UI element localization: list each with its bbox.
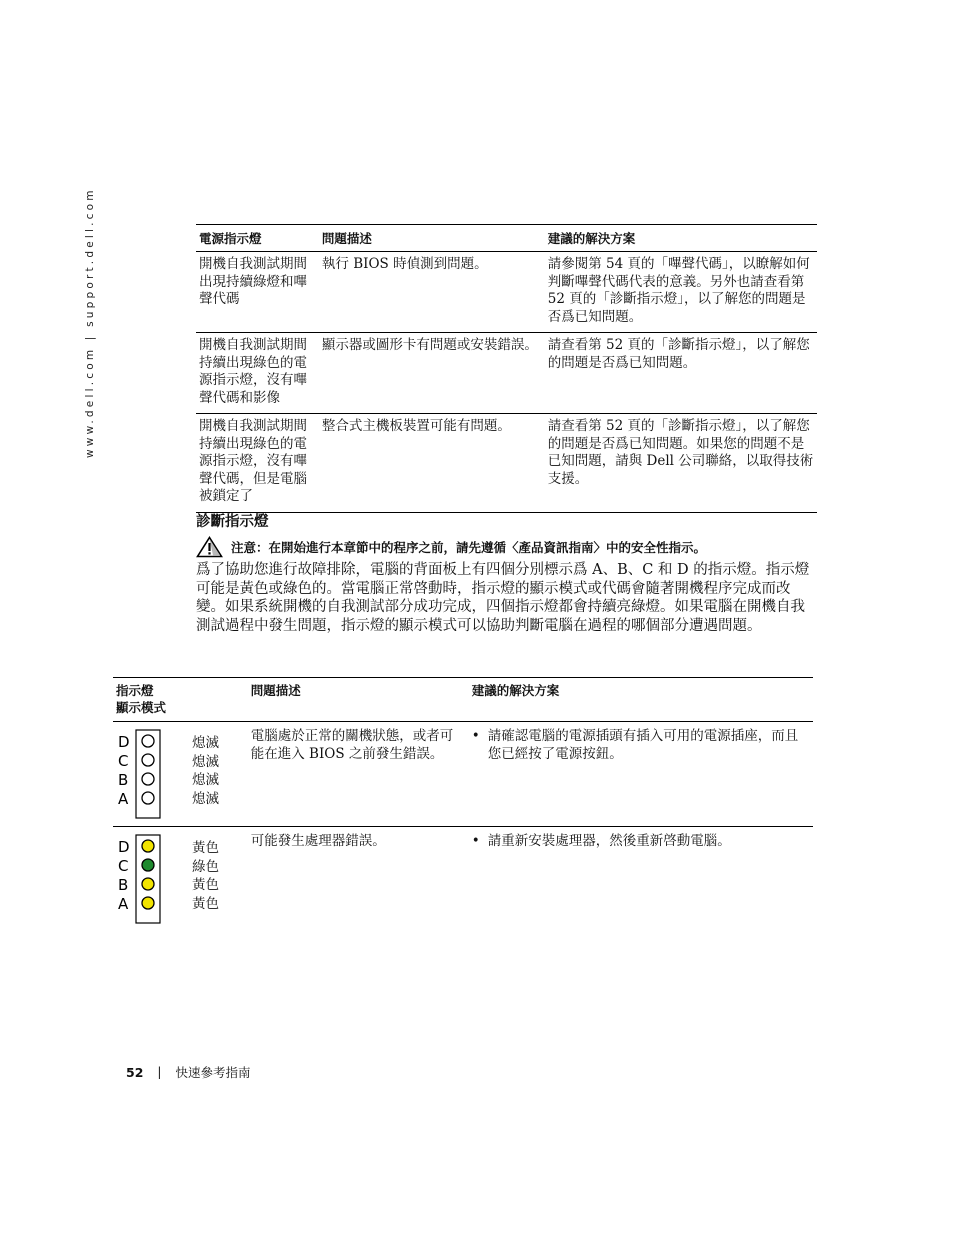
header-solution: 建議的解決方案	[545, 225, 817, 252]
power-light-state: 開機自我測試期間出現持續綠燈和嗶聲代碼	[196, 252, 319, 333]
intro-paragraph: 爲了協助您進行故障排除，電腦的背面板上有四個分別標示爲 A、B、C 和 D 的指示燈。指示燈可能是黃色或綠色的。當電腦正常啓動時，指示燈的顯示模式或代碼會隨著開機程序完成而改變。如果系統開機的自我測試部分成功完成，四個指示燈都會持續亮綠燈。如果電腦在開機自我測試過程中發生問題，指示燈的顯示模式可以協助判斷電腦在過程的哪個部分遭遇問題。	[196, 562, 810, 634]
light-pattern	[116, 833, 245, 925]
light-label-d: D	[118, 838, 130, 856]
table-row	[113, 827, 813, 932]
light-b-indicator	[142, 878, 154, 890]
light-states	[192, 839, 219, 913]
solution-bullet	[472, 833, 810, 851]
light-state-b: 熄滅	[192, 772, 219, 788]
light-pattern	[116, 728, 245, 820]
light-state-d: 黃色	[192, 840, 219, 856]
light-state-c: 熄滅	[192, 753, 219, 770]
caution-notice	[196, 536, 816, 558]
header-problem: 問題描述	[248, 678, 469, 722]
header-solution: 建議的解決方案	[469, 678, 813, 722]
light-a-indicator	[142, 792, 154, 804]
light-state-a: 黃色	[192, 895, 219, 912]
table-row	[196, 333, 817, 414]
suggested-solution: 請查看第 52 頁的「診斷指示燈」，以了解您的問題是否爲已知問題。如果您的問題不是已知問題，請與 Dell 公司聯絡，以取得技術支援。	[545, 414, 817, 513]
power-light-state: 開機自我測試期間持續出現綠色的電源指示燈，沒有嗶聲代碼和影像	[196, 333, 319, 414]
footer-separator: |	[157, 1065, 162, 1079]
light-c-indicator	[142, 754, 154, 766]
light-states	[192, 734, 219, 808]
light-label-a: A	[118, 895, 129, 913]
suggested-solution: 請確認電腦的電源插頭有插入可用的電源插座，而且您已經按了電源按鈕。	[487, 728, 799, 762]
table-row	[113, 722, 813, 827]
section-title: 診斷指示燈	[196, 514, 269, 530]
light-label-c: C	[118, 752, 129, 770]
table-row	[196, 252, 817, 333]
light-state-c: 綠色	[192, 858, 219, 875]
light-d-indicator	[142, 735, 154, 747]
book-title: 快速參考指南	[175, 1065, 251, 1080]
power-light-state: 開機自我測試期間持續出現綠色的電源指示燈，沒有嗶聲代碼，但是電腦被鎖定了	[196, 414, 319, 513]
side-url: www.dell.com | support.dell.com	[84, 187, 96, 458]
suggested-solution: 請重新安裝處理器，然後重新啓動電腦。	[487, 833, 731, 849]
light-label-c: C	[118, 857, 129, 875]
diagnostic-lights-diagram	[116, 728, 164, 820]
page-number: 52	[126, 1064, 144, 1080]
light-state-d: 熄滅	[192, 735, 219, 751]
problem-description: 顯示器或圖形卡有問題或安裝錯誤。	[319, 333, 545, 414]
problem-description: 執行 BIOS 時偵測到問題。	[319, 252, 545, 333]
bullet-icon: •	[471, 833, 480, 849]
light-label-b: B	[118, 876, 129, 894]
header-problem: 問題描述	[319, 225, 545, 252]
suggested-solution: 請參閱第 54 頁的「嗶聲代碼」，以瞭解如何判斷嗶聲代碼代表的意義。另外也請查看第 52 頁的「診斷指示燈」，以了解您的問題是否爲已知問題。	[545, 252, 817, 333]
header-light-pattern: 指示燈 顯示模式	[113, 678, 248, 722]
light-b-indicator	[142, 773, 154, 785]
bullet-icon: •	[471, 728, 480, 744]
light-state-b: 黃色	[192, 877, 219, 893]
problem-description: 整合式主機板裝置可能有問題。	[319, 414, 545, 513]
table-row	[196, 414, 817, 513]
light-label-d: D	[118, 733, 130, 751]
diagnostic-lights-diagram	[116, 833, 164, 925]
light-c-indicator	[142, 859, 154, 871]
light-a-indicator	[142, 897, 154, 909]
diagnostic-light-table	[113, 677, 813, 931]
problem-description: 電腦處於正常的關機狀態，或者可能在進入 BIOS 之前發生錯誤。	[248, 722, 469, 827]
light-state-a: 熄滅	[192, 790, 219, 807]
caution-icon	[196, 536, 223, 558]
light-d-indicator	[142, 840, 154, 852]
page-footer	[126, 1063, 250, 1081]
suggested-solution: 請查看第 52 頁的「診斷指示燈」，以了解您的問題是否爲已知問題。	[545, 333, 817, 414]
light-label-a: A	[118, 790, 129, 808]
light-label-b: B	[118, 771, 129, 789]
solution-bullet	[472, 728, 810, 763]
power-light-table	[196, 224, 817, 513]
header-power-light: 電源指示燈	[196, 225, 319, 252]
caution-text: 注意：在開始進行本章節中的程序之前，請先遵循〈產品資訊指南〉中的安全性指示。	[231, 540, 707, 555]
problem-description: 可能發生處理器錯誤。	[250, 833, 386, 849]
